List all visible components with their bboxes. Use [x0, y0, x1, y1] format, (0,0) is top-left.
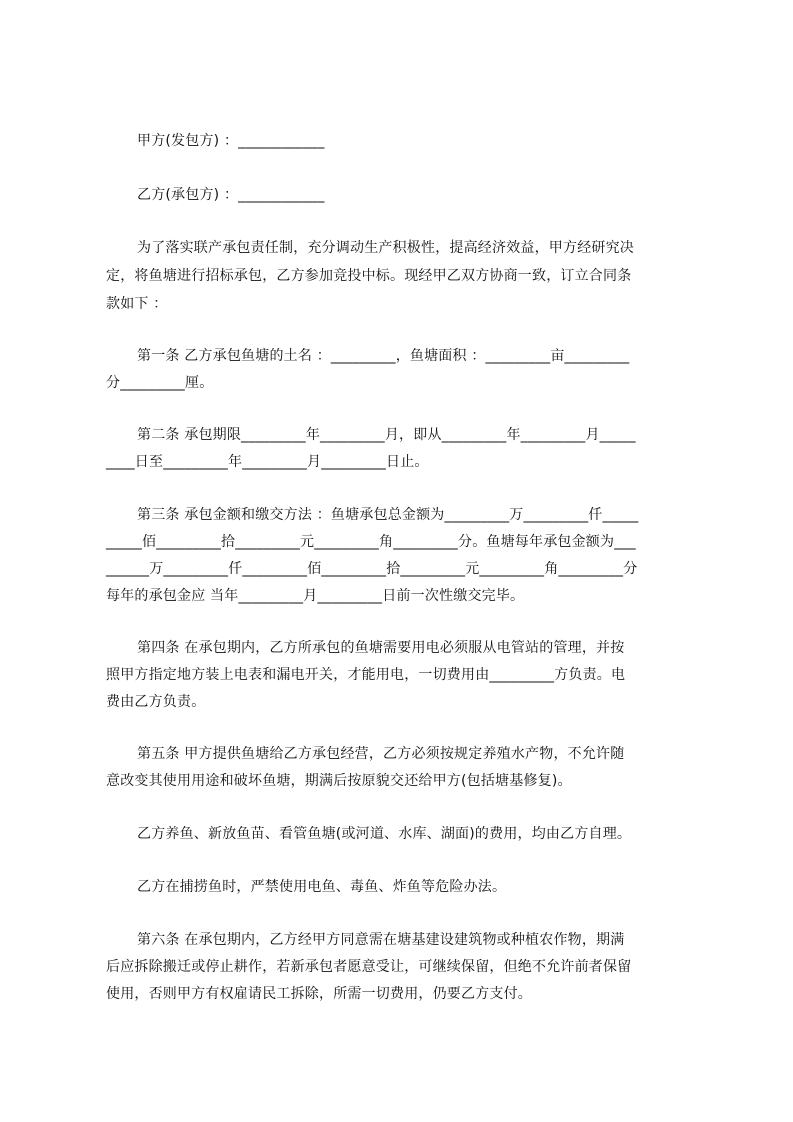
- article-2-line-2: ____日至_________年_________月_________日止。: [106, 454, 429, 470]
- article-3-line-4: 每年的承包金应 当年_________月_________日前一次性缴交完毕。: [106, 588, 525, 604]
- article-5-line-2: 意改变其使用用途和破坏鱼塘，期满后按原貌交还给甲方(包括塘基修复)。: [106, 773, 572, 789]
- article-3-line-2: _____佰_________拾_________元_________角_________分。鱼塘每年承包金额为___: [106, 534, 636, 550]
- article-5-line-1: 第五条 甲方提供鱼塘给乙方承包经营，乙方必须按规定养殖水产物，不允许随: [137, 746, 625, 762]
- article-3-line-3: ______万_________仟_________佰_________拾_________元_________角_________分: [106, 561, 638, 577]
- article-6-line-3: 使用，否则甲方有权雇请民工拆除，所需一切费用，仍要乙方支付。: [106, 986, 532, 1002]
- article-6-line-2: 后应拆除搬迁或停止耕作，若新承包者愿意受让，可继续保留，但绝不允许前者保留: [106, 959, 632, 975]
- article-4-line-3: 费由乙方负责。: [106, 694, 206, 710]
- article-3-line-1: 第三条 承包金额和缴交方法 ：鱼塘承包总金额为_________万_________仟_____: [137, 507, 639, 523]
- article-4-line-1: 第四条 在承包期内，乙方所承包的鱼塘需要用电必须服从电管站的管理，并按: [137, 640, 625, 656]
- article-1-line-1: 第一条 乙方承包鱼塘的土名 ：_________，鱼塘面积 ：_________亩_________: [137, 348, 630, 364]
- article-6-line-1: 第六条 在承包期内，乙方经甲方同意需在塘基建设建筑物或种植农作物，期满: [137, 932, 625, 948]
- party-a-line: 甲方(发包方) ：____________: [137, 133, 325, 149]
- preamble-line-3: 款如下 ：: [106, 296, 168, 312]
- preamble-line-2: 定，将鱼塘进行招标承包，乙方参加竞投中标。现经甲乙双方协商一致，订立合同条: [106, 268, 632, 284]
- article-4-line-2: 照甲方指定地方装上电表和漏电开关，才能用电，一切费用由_________方负责。电: [106, 667, 626, 683]
- fishing-method-note: 乙方在捕捞鱼时，严禁使用电鱼、毒鱼、炸鱼等危险办法。: [137, 879, 507, 895]
- party-b-line: 乙方(承包方) ：____________: [137, 187, 325, 203]
- preamble-line-1: 为了落实联产承包责任制，充分调动生产积极性，提高经济效益，甲方经研究决: [137, 240, 634, 256]
- fish-cost-note: 乙方养鱼、新放鱼苗、看管鱼塘(或河道、水库、湖面)的费用，均由乙方自理。: [137, 826, 632, 842]
- article-1-line-2: 分_________厘。: [106, 375, 214, 391]
- article-2-line-1: 第二条 承包期限_________年_________月，即从_________年_________月_____: [137, 427, 636, 443]
